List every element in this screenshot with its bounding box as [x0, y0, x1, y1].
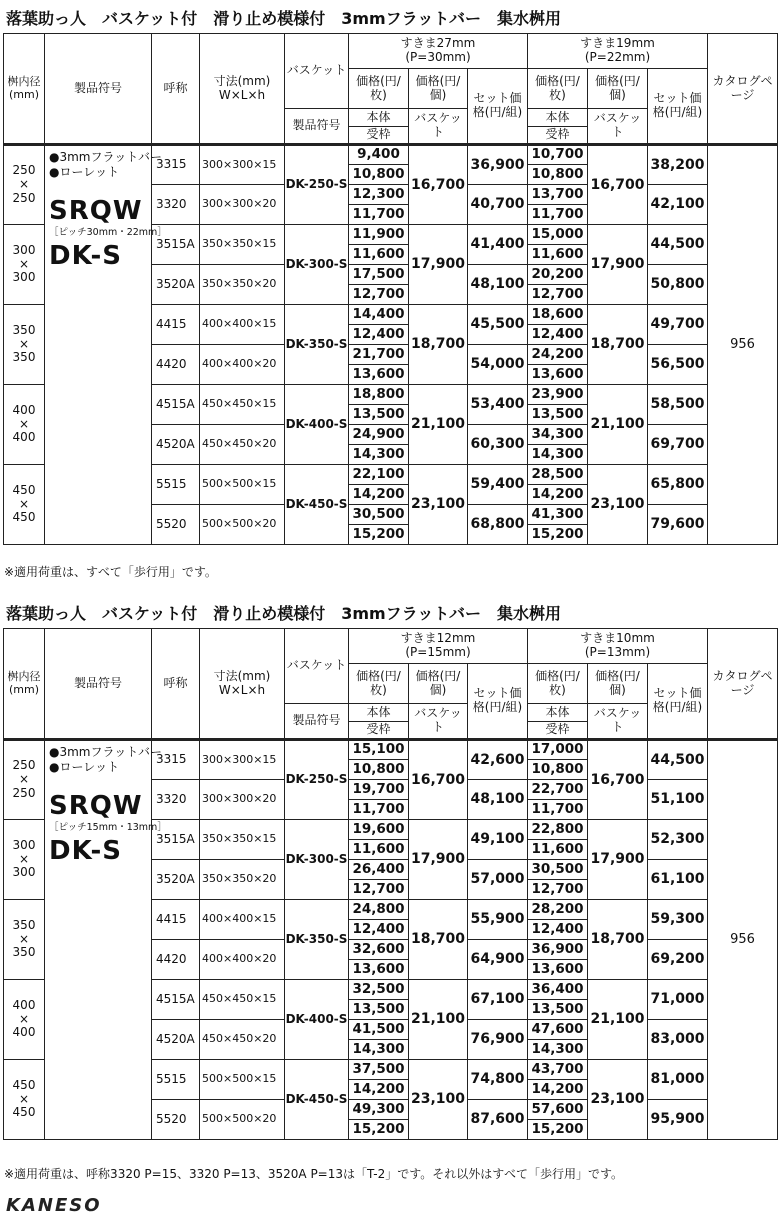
header-gap-b: すきま19mm (P=22mm)	[528, 34, 708, 69]
product-code-cell: ●3mmフラットバー ●ローレット SRQW ［ピッチ15mm・13mm］ DK-S	[45, 740, 152, 1140]
price-sheet-b: 41,300	[528, 505, 588, 525]
basket-price-a: 21,100	[409, 980, 468, 1060]
set-price-a: 64,900	[468, 940, 528, 980]
dim-cell: 350×350×15	[200, 225, 285, 265]
set-price-a: 68,800	[468, 505, 528, 545]
price-sheet-b: 30,500	[528, 860, 588, 880]
price-sheet-b: 36,900	[528, 940, 588, 960]
set-price-a: 49,100	[468, 820, 528, 860]
set-price-b: 69,200	[648, 940, 708, 980]
basket-code-cell: DK-400-S	[285, 980, 349, 1060]
set-price-b: 58,500	[648, 385, 708, 425]
name-cell: 3320	[152, 185, 200, 225]
header-body-a: 本体	[349, 704, 409, 722]
header-dim: 寸法(mm) W×L×h	[200, 629, 285, 740]
header-name: 呼称	[152, 629, 200, 740]
price-sheet-b: 12,700	[528, 285, 588, 305]
price-sheet-b: 14,200	[528, 485, 588, 505]
header-basket-b: バスケット	[588, 109, 648, 145]
size-cell: 450 × 450	[4, 465, 45, 545]
dim-cell: 400×400×15	[200, 305, 285, 345]
price-sheet-b: 14,300	[528, 1040, 588, 1060]
basket-price-a: 17,900	[409, 225, 468, 305]
price-sheet-b: 13,500	[528, 1000, 588, 1020]
size-cell: 400 × 400	[4, 385, 45, 465]
header-price-piece-b: 価格(円/個)	[588, 69, 648, 109]
basket-price-a: 16,700	[409, 145, 468, 225]
pitch-note: ［ピッチ30mm・22mm］	[49, 227, 167, 238]
price-sheet-a: 18,800	[349, 385, 409, 405]
series-dks: DK-S	[49, 836, 122, 866]
name-cell: 3515A	[152, 820, 200, 860]
price-sheet-b: 36,400	[528, 980, 588, 1000]
header-code: 製品符号	[285, 704, 349, 740]
price-sheet-b: 10,700	[528, 145, 588, 165]
dim-cell: 300×300×15	[200, 145, 285, 185]
name-cell: 4520A	[152, 425, 200, 465]
dim-cell: 500×500×15	[200, 465, 285, 505]
price-sheet-b: 28,200	[528, 900, 588, 920]
header-set-b: セット価格(円/組)	[648, 664, 708, 740]
price-sheet-b: 13,500	[528, 405, 588, 425]
price-sheet-b: 13,600	[528, 365, 588, 385]
dim-cell: 500×500×20	[200, 505, 285, 545]
header-basket: バスケット	[285, 629, 349, 704]
basket-price-b: 23,100	[588, 465, 648, 545]
set-price-b: 69,700	[648, 425, 708, 465]
set-price-b: 83,000	[648, 1020, 708, 1060]
basket-price-b: 23,100	[588, 1060, 648, 1140]
set-price-b: 49,700	[648, 305, 708, 345]
pitch-note: ［ピッチ15mm・13mm］	[49, 822, 167, 833]
price-sheet-a: 13,500	[349, 1000, 409, 1020]
set-price-b: 52,300	[648, 820, 708, 860]
header-gap-a: すきま12mm (P=15mm)	[349, 629, 528, 664]
price-sheet-a: 14,400	[349, 305, 409, 325]
dim-cell: 450×450×15	[200, 980, 285, 1020]
header-code: 製品符号	[285, 109, 349, 145]
price-sheet-b: 12,400	[528, 920, 588, 940]
price-table-1	[3, 33, 778, 545]
price-sheet-b: 47,600	[528, 1020, 588, 1040]
price-sheet-a: 37,500	[349, 1060, 409, 1080]
header-set-a: セット価格(円/組)	[468, 69, 528, 145]
price-sheet-b: 10,800	[528, 165, 588, 185]
header-frame-a: 受枠	[349, 127, 409, 145]
price-sheet-b: 43,700	[528, 1060, 588, 1080]
dim-cell: 400×400×15	[200, 900, 285, 940]
basket-price-b: 21,100	[588, 385, 648, 465]
set-price-b: 81,000	[648, 1060, 708, 1100]
header-product: 製品符号	[45, 34, 152, 145]
price-sheet-b: 10,800	[528, 760, 588, 780]
price-sheet-a: 13,600	[349, 960, 409, 980]
price-sheet-a: 13,600	[349, 365, 409, 385]
section-1-title: 落葉助っ人 バスケット付 滑り止め模様付 3mmフラットバー 集水桝用	[6, 9, 562, 28]
basket-price-a: 21,100	[409, 385, 468, 465]
header-price-piece-a: 価格(円/個)	[409, 69, 468, 109]
header-product: 製品符号	[45, 629, 152, 740]
set-price-b: 56,500	[648, 345, 708, 385]
price-table-2	[3, 628, 778, 1140]
header-frame-a: 受枠	[349, 722, 409, 740]
set-price-a: 53,400	[468, 385, 528, 425]
dim-cell: 450×450×15	[200, 385, 285, 425]
price-sheet-b: 22,700	[528, 780, 588, 800]
price-sheet-a: 14,200	[349, 485, 409, 505]
dim-cell: 350×350×15	[200, 820, 285, 860]
price-sheet-a: 22,100	[349, 465, 409, 485]
header-basket: バスケット	[285, 34, 349, 109]
set-price-b: 51,100	[648, 780, 708, 820]
section-2-title: 落葉助っ人 バスケット付 滑り止め模様付 3mmフラットバー 集水桝用	[6, 604, 562, 623]
set-price-b: 71,000	[648, 980, 708, 1020]
price-sheet-a: 26,400	[349, 860, 409, 880]
price-sheet-b: 28,500	[528, 465, 588, 485]
basket-code-cell: DK-400-S	[285, 385, 349, 465]
set-price-a: 41,400	[468, 225, 528, 265]
basket-price-a: 23,100	[409, 1060, 468, 1140]
set-price-a: 59,400	[468, 465, 528, 505]
header-size: 桝内径(mm)	[4, 34, 45, 145]
price-sheet-b: 34,300	[528, 425, 588, 445]
price-sheet-b: 13,600	[528, 960, 588, 980]
name-cell: 4420	[152, 940, 200, 980]
basket-price-b: 17,900	[588, 225, 648, 305]
price-sheet-a: 12,700	[349, 880, 409, 900]
price-sheet-b: 15,200	[528, 1120, 588, 1140]
price-sheet-b: 11,600	[528, 840, 588, 860]
price-sheet-b: 24,200	[528, 345, 588, 365]
header-price-piece-b: 価格(円/個)	[588, 664, 648, 704]
dim-cell: 350×350×20	[200, 860, 285, 900]
header-catalog: カタログページ	[708, 629, 778, 740]
size-cell: 450 × 450	[4, 1060, 45, 1140]
size-cell: 350 × 350	[4, 900, 45, 980]
price-sheet-b: 17,000	[528, 740, 588, 760]
price-sheet-a: 12,400	[349, 920, 409, 940]
basket-price-b: 16,700	[588, 145, 648, 225]
size-cell: 300 × 300	[4, 225, 45, 305]
header-basket-a: バスケット	[409, 109, 468, 145]
set-price-b: 65,800	[648, 465, 708, 505]
name-cell: 4420	[152, 345, 200, 385]
price-sheet-b: 11,700	[528, 800, 588, 820]
name-cell: 3515A	[152, 225, 200, 265]
set-price-b: 44,500	[648, 225, 708, 265]
basket-code-cell: DK-350-S	[285, 305, 349, 385]
name-cell: 4415	[152, 900, 200, 940]
size-cell: 400 × 400	[4, 980, 45, 1060]
price-sheet-a: 11,700	[349, 800, 409, 820]
price-sheet-b: 23,900	[528, 385, 588, 405]
name-cell: 4515A	[152, 980, 200, 1020]
header-size: 桝内径(mm)	[4, 629, 45, 740]
header-gap-a: すきま27mm (P=30mm)	[349, 34, 528, 69]
set-price-b: 44,500	[648, 740, 708, 780]
set-price-b: 95,900	[648, 1100, 708, 1140]
set-price-b: 79,600	[648, 505, 708, 545]
basket-price-b: 17,900	[588, 820, 648, 900]
header-frame-b: 受枠	[528, 722, 588, 740]
price-sheet-b: 22,800	[528, 820, 588, 840]
price-sheet-a: 15,200	[349, 525, 409, 545]
set-price-a: 54,000	[468, 345, 528, 385]
price-sheet-b: 57,600	[528, 1100, 588, 1120]
name-cell: 5520	[152, 505, 200, 545]
price-sheet-a: 11,700	[349, 205, 409, 225]
dim-cell: 400×400×20	[200, 345, 285, 385]
set-price-a: 55,900	[468, 900, 528, 940]
price-sheet-a: 11,900	[349, 225, 409, 245]
price-sheet-a: 12,300	[349, 185, 409, 205]
set-price-a: 60,300	[468, 425, 528, 465]
price-sheet-a: 14,300	[349, 1040, 409, 1060]
size-cell: 350 × 350	[4, 305, 45, 385]
set-price-b: 61,100	[648, 860, 708, 900]
header-frame-b: 受枠	[528, 127, 588, 145]
size-cell: 300 × 300	[4, 820, 45, 900]
dim-cell: 500×500×15	[200, 1060, 285, 1100]
name-cell: 3520A	[152, 265, 200, 305]
price-sheet-b: 11,600	[528, 245, 588, 265]
price-sheet-a: 32,600	[349, 940, 409, 960]
name-cell: 3520A	[152, 860, 200, 900]
basket-price-b: 21,100	[588, 980, 648, 1060]
series-srqw: SRQW	[49, 791, 143, 821]
header-basket-b: バスケット	[588, 704, 648, 740]
price-sheet-a: 11,600	[349, 840, 409, 860]
basket-price-a: 18,700	[409, 900, 468, 980]
header-body-b: 本体	[528, 704, 588, 722]
name-cell: 3320	[152, 780, 200, 820]
name-cell: 3315	[152, 740, 200, 780]
header-price-sheet-a: 価格(円/枚)	[349, 69, 409, 109]
section-2-note: ※適用荷重は、呼称3320 P=15、3320 P=13、3520A P=13は「T-2」です。それ以外はすべて「歩行用」です。	[4, 1167, 624, 1181]
set-price-a: 40,700	[468, 185, 528, 225]
price-sheet-a: 30,500	[349, 505, 409, 525]
price-sheet-a: 10,800	[349, 165, 409, 185]
price-sheet-b: 12,400	[528, 325, 588, 345]
set-price-a: 45,500	[468, 305, 528, 345]
set-price-b: 42,100	[648, 185, 708, 225]
set-price-a: 36,900	[468, 145, 528, 185]
name-cell: 5520	[152, 1100, 200, 1140]
catalog-page-cell: 956	[708, 740, 778, 1140]
basket-price-b: 18,700	[588, 900, 648, 980]
name-cell: 3315	[152, 145, 200, 185]
header-gap-b: すきま10mm (P=13mm)	[528, 629, 708, 664]
price-sheet-a: 9,400	[349, 145, 409, 165]
price-sheet-a: 11,600	[349, 245, 409, 265]
set-price-b: 50,800	[648, 265, 708, 305]
price-sheet-a: 49,300	[349, 1100, 409, 1120]
series-dks: DK-S	[49, 241, 122, 271]
product-code-cell: ●3mmフラットバー ●ローレット SRQW ［ピッチ30mm・22mm］ DK-S	[45, 145, 152, 545]
header-name: 呼称	[152, 34, 200, 145]
price-sheet-a: 15,100	[349, 740, 409, 760]
basket-price-a: 18,700	[409, 305, 468, 385]
price-sheet-a: 15,200	[349, 1120, 409, 1140]
set-price-a: 76,900	[468, 1020, 528, 1060]
basket-price-b: 18,700	[588, 305, 648, 385]
name-cell: 5515	[152, 465, 200, 505]
dim-cell: 450×450×20	[200, 425, 285, 465]
set-price-a: 48,100	[468, 265, 528, 305]
size-cell: 250 × 250	[4, 145, 45, 225]
price-sheet-a: 24,800	[349, 900, 409, 920]
set-price-a: 87,600	[468, 1100, 528, 1140]
catalog-page-cell: 956	[708, 145, 778, 545]
price-sheet-a: 14,300	[349, 445, 409, 465]
header-price-piece-a: 価格(円/個)	[409, 664, 468, 704]
dim-cell: 350×350×20	[200, 265, 285, 305]
price-sheet-b: 15,200	[528, 525, 588, 545]
set-price-a: 74,800	[468, 1060, 528, 1100]
basket-price-a: 16,700	[409, 740, 468, 820]
name-cell: 4415	[152, 305, 200, 345]
price-sheet-a: 10,800	[349, 760, 409, 780]
price-sheet-a: 41,500	[349, 1020, 409, 1040]
set-price-a: 57,000	[468, 860, 528, 900]
header-basket-a: バスケット	[409, 704, 468, 740]
price-sheet-a: 14,200	[349, 1080, 409, 1100]
price-sheet-b: 20,200	[528, 265, 588, 285]
header-price-sheet-b: 価格(円/枚)	[528, 664, 588, 704]
basket-code-cell: DK-450-S	[285, 465, 349, 545]
kaneso-logo: KANESO	[6, 1195, 102, 1216]
header-catalog: カタログページ	[708, 34, 778, 145]
header-body-a: 本体	[349, 109, 409, 127]
header-set-a: セット価格(円/組)	[468, 664, 528, 740]
price-sheet-a: 21,700	[349, 345, 409, 365]
series-srqw: SRQW	[49, 196, 143, 226]
price-sheet-a: 32,500	[349, 980, 409, 1000]
price-sheet-b: 12,700	[528, 880, 588, 900]
dim-cell: 450×450×20	[200, 1020, 285, 1060]
header-price-sheet-a: 価格(円/枚)	[349, 664, 409, 704]
basket-price-b: 16,700	[588, 740, 648, 820]
basket-code-cell: DK-350-S	[285, 900, 349, 980]
dim-cell: 400×400×20	[200, 940, 285, 980]
basket-code-cell: DK-300-S	[285, 820, 349, 900]
set-price-b: 38,200	[648, 145, 708, 185]
name-cell: 4520A	[152, 1020, 200, 1060]
price-sheet-b: 15,000	[528, 225, 588, 245]
price-sheet-a: 17,500	[349, 265, 409, 285]
price-sheet-a: 19,600	[349, 820, 409, 840]
name-cell: 5515	[152, 1060, 200, 1100]
dim-cell: 300×300×20	[200, 780, 285, 820]
header-set-b: セット価格(円/組)	[648, 69, 708, 145]
basket-price-a: 17,900	[409, 820, 468, 900]
basket-code-cell: DK-250-S	[285, 740, 349, 820]
table-row	[4, 740, 778, 760]
table-row	[4, 145, 778, 165]
price-sheet-b: 18,600	[528, 305, 588, 325]
price-sheet-a: 24,900	[349, 425, 409, 445]
set-price-b: 59,300	[648, 900, 708, 940]
dim-cell: 500×500×20	[200, 1100, 285, 1140]
price-sheet-a: 13,500	[349, 405, 409, 425]
price-sheet-a: 19,700	[349, 780, 409, 800]
price-sheet-b: 14,300	[528, 445, 588, 465]
price-sheet-a: 12,400	[349, 325, 409, 345]
section-1-note: ※適用荷重は、すべて「歩行用」です。	[4, 565, 217, 579]
basket-code-cell: DK-250-S	[285, 145, 349, 225]
price-sheet-b: 11,700	[528, 205, 588, 225]
basket-code-cell: DK-300-S	[285, 225, 349, 305]
dim-cell: 300×300×20	[200, 185, 285, 225]
header-price-sheet-b: 価格(円/枚)	[528, 69, 588, 109]
dim-cell: 300×300×15	[200, 740, 285, 780]
basket-code-cell: DK-450-S	[285, 1060, 349, 1140]
size-cell: 250 × 250	[4, 740, 45, 820]
price-sheet-b: 13,700	[528, 185, 588, 205]
set-price-a: 48,100	[468, 780, 528, 820]
set-price-a: 42,600	[468, 740, 528, 780]
name-cell: 4515A	[152, 385, 200, 425]
header-body-b: 本体	[528, 109, 588, 127]
set-price-a: 67,100	[468, 980, 528, 1020]
basket-price-a: 23,100	[409, 465, 468, 545]
price-sheet-a: 12,700	[349, 285, 409, 305]
header-dim: 寸法(mm) W×L×h	[200, 34, 285, 145]
price-sheet-b: 14,200	[528, 1080, 588, 1100]
